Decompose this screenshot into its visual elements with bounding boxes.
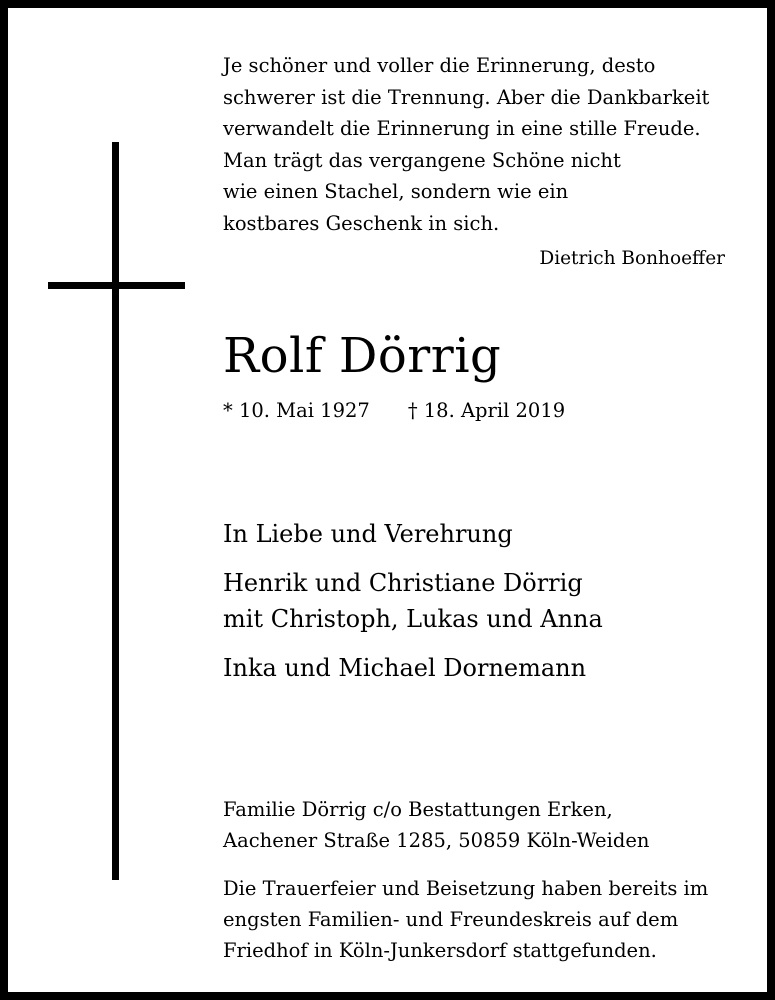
contact-address: [223, 794, 649, 856]
mourners-intro: In Liebe und Verehrung: [223, 520, 513, 548]
notice-line: engsten Familien- und Freundeskreis auf dem: [223, 908, 679, 931]
notice-line: Friedhof in Köln-Junkersdorf stattgefunden.: [223, 939, 657, 962]
death-date: † 18. April 2019: [407, 399, 566, 422]
bonhoeffer-quote: [223, 50, 763, 239]
quote-line: schwerer ist die Trennung. Aber die Dankbarkeit: [223, 85, 710, 109]
quote-line: wie einen Stachel, sondern wie ein: [223, 180, 569, 203]
birth-date: * 10. Mai 1927: [223, 399, 370, 422]
contact-line: Familie Dörrig c/o Bestattungen Erken,: [223, 798, 613, 821]
quote-line: kostbares Geschenk in sich.: [223, 211, 500, 235]
quote-line: verwandelt die Erinnerung in eine stille Freude.: [223, 117, 701, 140]
notice-line: Die Trauerfeier und Beisetzung haben bereits im: [223, 877, 709, 900]
deceased-name: Rolf Dörrig: [223, 328, 502, 384]
quote-line: Man trägt das vergangene Schöne nicht: [223, 148, 621, 172]
contact-line: Aachener Straße 1285, 50859 Köln-Weiden: [223, 829, 650, 852]
cross-horizontal-bar: [48, 282, 185, 289]
mourner-family-line: Inka und Michael Dornemann: [223, 654, 587, 682]
quote-line: Je schöner und voller die Erinnerung, desto: [223, 54, 656, 77]
quote-author: Dietrich Bonhoeffer: [539, 248, 725, 269]
mourners-block: [223, 516, 603, 686]
life-dates: [223, 399, 565, 422]
mourner-family-line: Henrik und Christiane Dörrig: [223, 569, 583, 597]
funeral-notice: [223, 873, 708, 966]
cross-vertical-bar: [112, 142, 119, 880]
mourner-family-line: mit Christoph, Lukas und Anna: [223, 605, 603, 633]
